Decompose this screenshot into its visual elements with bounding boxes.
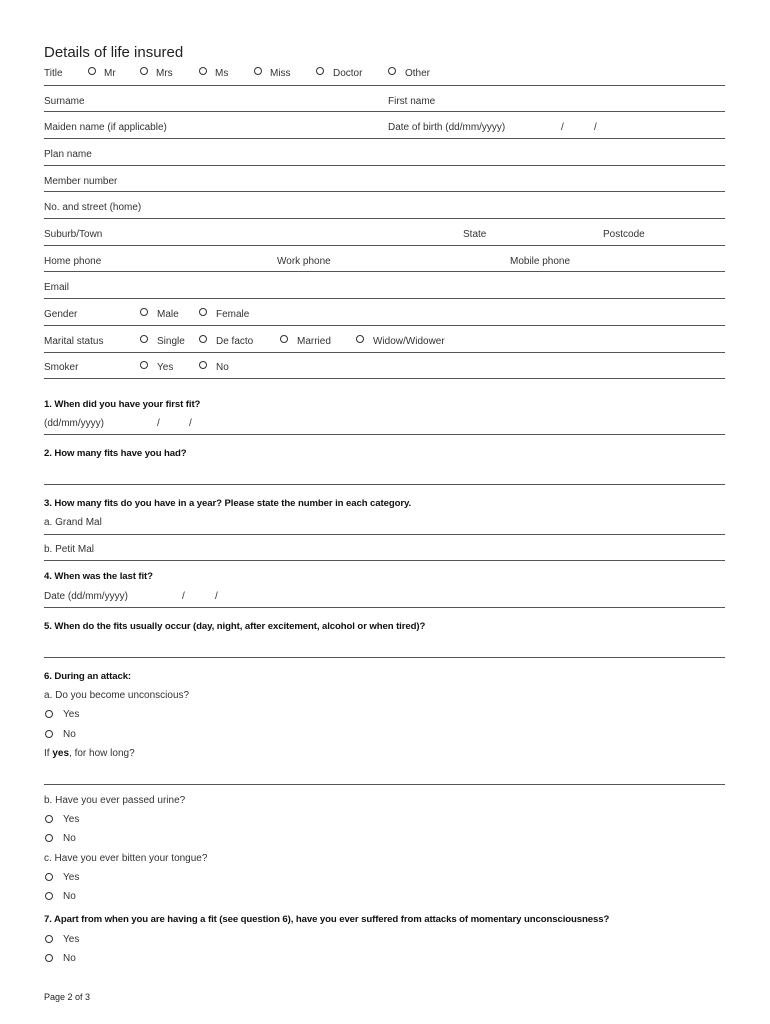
marital-widow-radio[interactable] (356, 335, 364, 343)
dob-slash-1: / (561, 122, 564, 133)
q1-slash-1: / (157, 418, 160, 429)
q6c-yes-label: Yes (63, 872, 80, 883)
email-label[interactable]: Email (44, 282, 70, 293)
street-field-line (44, 218, 725, 219)
question-5: 5. When do the fits usually occur (day, night, after excitement, alcohol or when tired)? (44, 621, 426, 632)
q7-no-label: No (63, 953, 76, 964)
q7-yes-label: Yes (63, 934, 80, 945)
q6a-no-radio[interactable] (45, 730, 53, 738)
marital-single-label: Single (157, 336, 185, 347)
smoker-yes-radio[interactable] (140, 361, 148, 369)
member-number-label[interactable]: Member number (44, 176, 118, 187)
question-7: 7. Apart from when you are having a fit (see question 6), have you ever suffered from attacks of momentary unconsciousness? (44, 914, 610, 925)
q6a-yes-label: Yes (63, 709, 80, 720)
dob-slash-2: / (594, 122, 597, 133)
question-6b: b. Have you ever passed urine? (44, 795, 186, 806)
postcode-label[interactable]: Postcode (603, 229, 645, 240)
work-phone-label[interactable]: Work phone (277, 256, 331, 267)
divider (44, 325, 725, 326)
street-label[interactable]: No. and street (home) (44, 202, 142, 213)
q6c-yes-radio[interactable] (45, 873, 53, 881)
title-mr-radio[interactable] (88, 67, 96, 75)
gender-female-label: Female (216, 309, 250, 320)
mobile-phone-label[interactable]: Mobile phone (510, 256, 571, 267)
gender-male-label: Male (157, 309, 179, 320)
question-3b-label[interactable]: b. Petit Mal (44, 544, 95, 555)
q6c-no-radio[interactable] (45, 892, 53, 900)
suburb-field-line (44, 245, 725, 246)
surname-label[interactable]: Surname (44, 96, 85, 107)
gender-male-radio[interactable] (140, 308, 148, 316)
q5-answer-line[interactable] (44, 657, 725, 658)
question-4: 4. When was the last fit? (44, 571, 153, 582)
state-label[interactable]: State (463, 229, 487, 240)
question-1: 1. When did you have your first fit? (44, 399, 201, 410)
marital-married-label: Married (297, 336, 331, 347)
q1-answer-line (44, 434, 725, 435)
divider (44, 378, 725, 379)
q6b-yes-label: Yes (63, 814, 80, 825)
question-6: 6. During an attack: (44, 671, 132, 682)
maiden-field-line (44, 138, 725, 139)
q4-slash-2: / (215, 591, 218, 602)
page-number: Page 2 of 3 (44, 992, 91, 1002)
q6a-yes-radio[interactable] (45, 710, 53, 718)
smoker-no-label: No (216, 362, 229, 373)
question-1-date-hint[interactable]: (dd/mm/yyyy) (44, 418, 104, 429)
smoker-no-radio[interactable] (199, 361, 207, 369)
dob-label[interactable]: Date of birth (dd/mm/yyyy) (388, 122, 506, 133)
title-mr-label: Mr (104, 68, 116, 79)
maiden-name-label[interactable]: Maiden name (if applicable) (44, 122, 167, 133)
member-field-line (44, 191, 725, 192)
q6a-no-label: No (63, 729, 76, 740)
title-doctor-radio[interactable] (316, 67, 324, 75)
plan-field-line (44, 165, 725, 166)
title-label: Title (44, 68, 63, 79)
question-3a-label[interactable]: a. Grand Mal (44, 517, 102, 528)
q7-yes-radio[interactable] (45, 935, 53, 943)
question-3: 3. How many fits do you have in a year? Please state the number in each category. (44, 498, 412, 509)
marital-married-radio[interactable] (280, 335, 288, 343)
title-doctor-label: Doctor (333, 68, 363, 79)
question-2: 2. How many fits have you had? (44, 448, 187, 459)
marital-status-label: Marital status (44, 336, 104, 347)
phone-field-line (44, 271, 725, 272)
title-ms-label: Ms (215, 68, 229, 79)
marital-defacto-label: De facto (216, 336, 254, 347)
q6a-duration-line[interactable] (44, 784, 725, 785)
section-title: Details of life insured (44, 44, 184, 61)
title-miss-label: Miss (270, 68, 291, 79)
q2-answer-line[interactable] (44, 484, 725, 485)
title-other-label: Other (405, 68, 431, 79)
gender-label: Gender (44, 309, 78, 320)
smoker-label: Smoker (44, 362, 79, 373)
q4-slash-1: / (182, 591, 185, 602)
title-ms-radio[interactable] (199, 67, 207, 75)
surname-field-line (44, 111, 725, 112)
q3b-answer-line (44, 560, 725, 561)
question-6c: c. Have you ever bitten your tongue? (44, 853, 208, 864)
home-phone-label[interactable]: Home phone (44, 256, 102, 267)
q3a-answer-line (44, 534, 725, 535)
email-field-line (44, 298, 725, 299)
title-other-radio[interactable] (388, 67, 396, 75)
question-4-date-hint[interactable]: Date (dd/mm/yyyy) (44, 591, 128, 602)
gender-female-radio[interactable] (199, 308, 207, 316)
suburb-label[interactable]: Suburb/Town (44, 229, 103, 240)
first-name-label[interactable]: First name (388, 96, 436, 107)
divider (44, 85, 725, 86)
smoker-yes-label: Yes (157, 362, 174, 373)
q6a-if-yes-label: If yes, for how long? (44, 748, 135, 759)
title-mrs-label: Mrs (156, 68, 173, 79)
title-miss-radio[interactable] (254, 67, 262, 75)
q6b-no-label: No (63, 833, 76, 844)
marital-single-radio[interactable] (140, 335, 148, 343)
plan-name-label[interactable]: Plan name (44, 149, 92, 160)
q1-slash-2: / (189, 418, 192, 429)
marital-widow-label: Widow/Widower (373, 336, 445, 347)
divider (44, 352, 725, 353)
q4-answer-line (44, 607, 725, 608)
q6c-no-label: No (63, 891, 76, 902)
marital-defacto-radio[interactable] (199, 335, 207, 343)
title-mrs-radio[interactable] (140, 67, 148, 75)
question-6a: a. Do you become unconscious? (44, 690, 190, 701)
q6b-yes-radio[interactable] (45, 815, 53, 823)
q7-no-radio[interactable] (45, 954, 53, 962)
q6b-no-radio[interactable] (45, 834, 53, 842)
